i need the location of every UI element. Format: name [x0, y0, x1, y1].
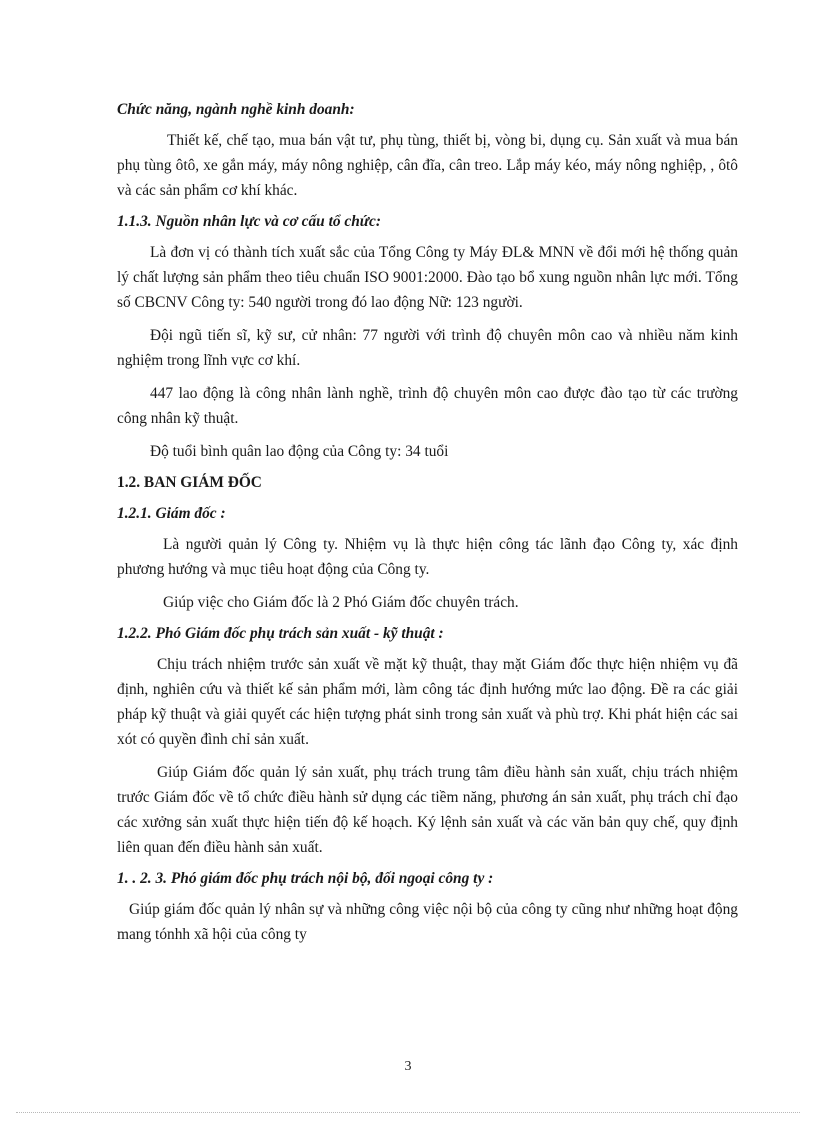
page-number: 3	[404, 1059, 412, 1074]
page-bottom-rule	[16, 1112, 800, 1113]
heading-1-2-2: 1.2.2. Phó Giám đốc phụ trách sản xuất - kỹ thuật :	[117, 625, 444, 642]
paragraph-business-functions: Thiết kế, chế tạo, mua bán vật tư, phụ tùng, thiết bị, vòng bi, dụng cụ. Sản xuất và mua bán phụ tùng ôtô, xe gắn máy, máy nông nghiệp, cân đĩa, cân treo. Lắp máy kéo, máy nông nghiệp, , ôtô và các sản phẩm cơ khí khác.	[117, 132, 738, 199]
document-body	[117, 97, 738, 947]
heading-business-functions: Chức năng, ngành nghề kinh doanh:	[117, 101, 355, 118]
paragraph-director-1: Là người quản lý Công ty. Nhiệm vụ là thực hiện công tác lãnh đạo Công ty, xác định phương hướng và mục tiêu hoạt động của Công ty.	[117, 536, 738, 578]
heading-1-2-3: 1. . 2. 3. Phó giám đốc phụ trách nội bộ, đối ngoại công ty :	[117, 870, 494, 887]
paragraph-director-2: Giúp việc cho Giám đốc là 2 Phó Giám đốc chuyên trách.	[163, 594, 519, 611]
paragraph-deputy-production-2: Giúp Giám đốc quản lý sản xuất, phụ trách trung tâm điều hành sản xuất, chịu trách nhiệm trước Giám đốc về tổ chức điều hành sử dụng các tiềm năng, phương án sản xuất, phụ trách chỉ đạo các xưởng sản xuất thực hiện tiến độ kế hoạch. Ký lệnh sản xuất và các văn bản quy chế, quy định liên quan đến điều hành sản xuất.	[117, 764, 738, 856]
heading-1-1-3: 1.1.3. Nguồn nhân lực và cơ cấu tổ chức:	[117, 213, 381, 230]
heading-1-2-1: 1.2.1. Giám đốc :	[117, 505, 226, 522]
heading-1-2: 1.2. BAN GIÁM ĐỐC	[117, 474, 262, 491]
paragraph-deputy-relations-1: Giúp giám đốc quản lý nhân sự và những công việc nội bộ của công ty cũng như những hoạt động mang tónhh xã hội của công ty	[117, 901, 738, 943]
paragraph-deputy-production-1: Chịu trách nhiệm trước sản xuất về mặt kỹ thuật, thay mặt Giám đốc thực hiện nhiệm vụ đã định, nghiên cứu và thiết kế sản phẩm mới, làm công tác định hướng mức lao động. Đề ra các giải pháp kỹ thuật và giải quyết các hiện tượng phát sinh trong sản xuất và phù trợ. Khi phát hiện các sai xót có quyền đình chỉ sản xuất.	[117, 656, 738, 748]
paragraph-hr-4: Độ tuổi bình quân lao động của Công ty: 34 tuổi	[150, 443, 449, 460]
paragraph-hr-3: 447 lao động là công nhân lành nghề, trình độ chuyên môn cao được đào tạo từ các trường công nhân kỹ thuật.	[117, 385, 738, 427]
paragraph-hr-1: Là đơn vị có thành tích xuất sắc của Tổng Công ty Máy ĐL& MNN về đổi mới hệ thống quản lý chất lượng sản phẩm theo tiêu chuẩn ISO 9001:2000. Đào tạo bổ xung nguồn nhân lực mới. Tổng số CBCNV Công ty: 540 người trong đó lao động Nữ: 123 người.	[117, 244, 738, 311]
paragraph-hr-2: Đội ngũ tiến sĩ, kỹ sư, cử nhân: 77 người với trình độ chuyên môn cao và nhiều năm kinh nghiệm trong lĩnh vực cơ khí.	[117, 327, 738, 369]
